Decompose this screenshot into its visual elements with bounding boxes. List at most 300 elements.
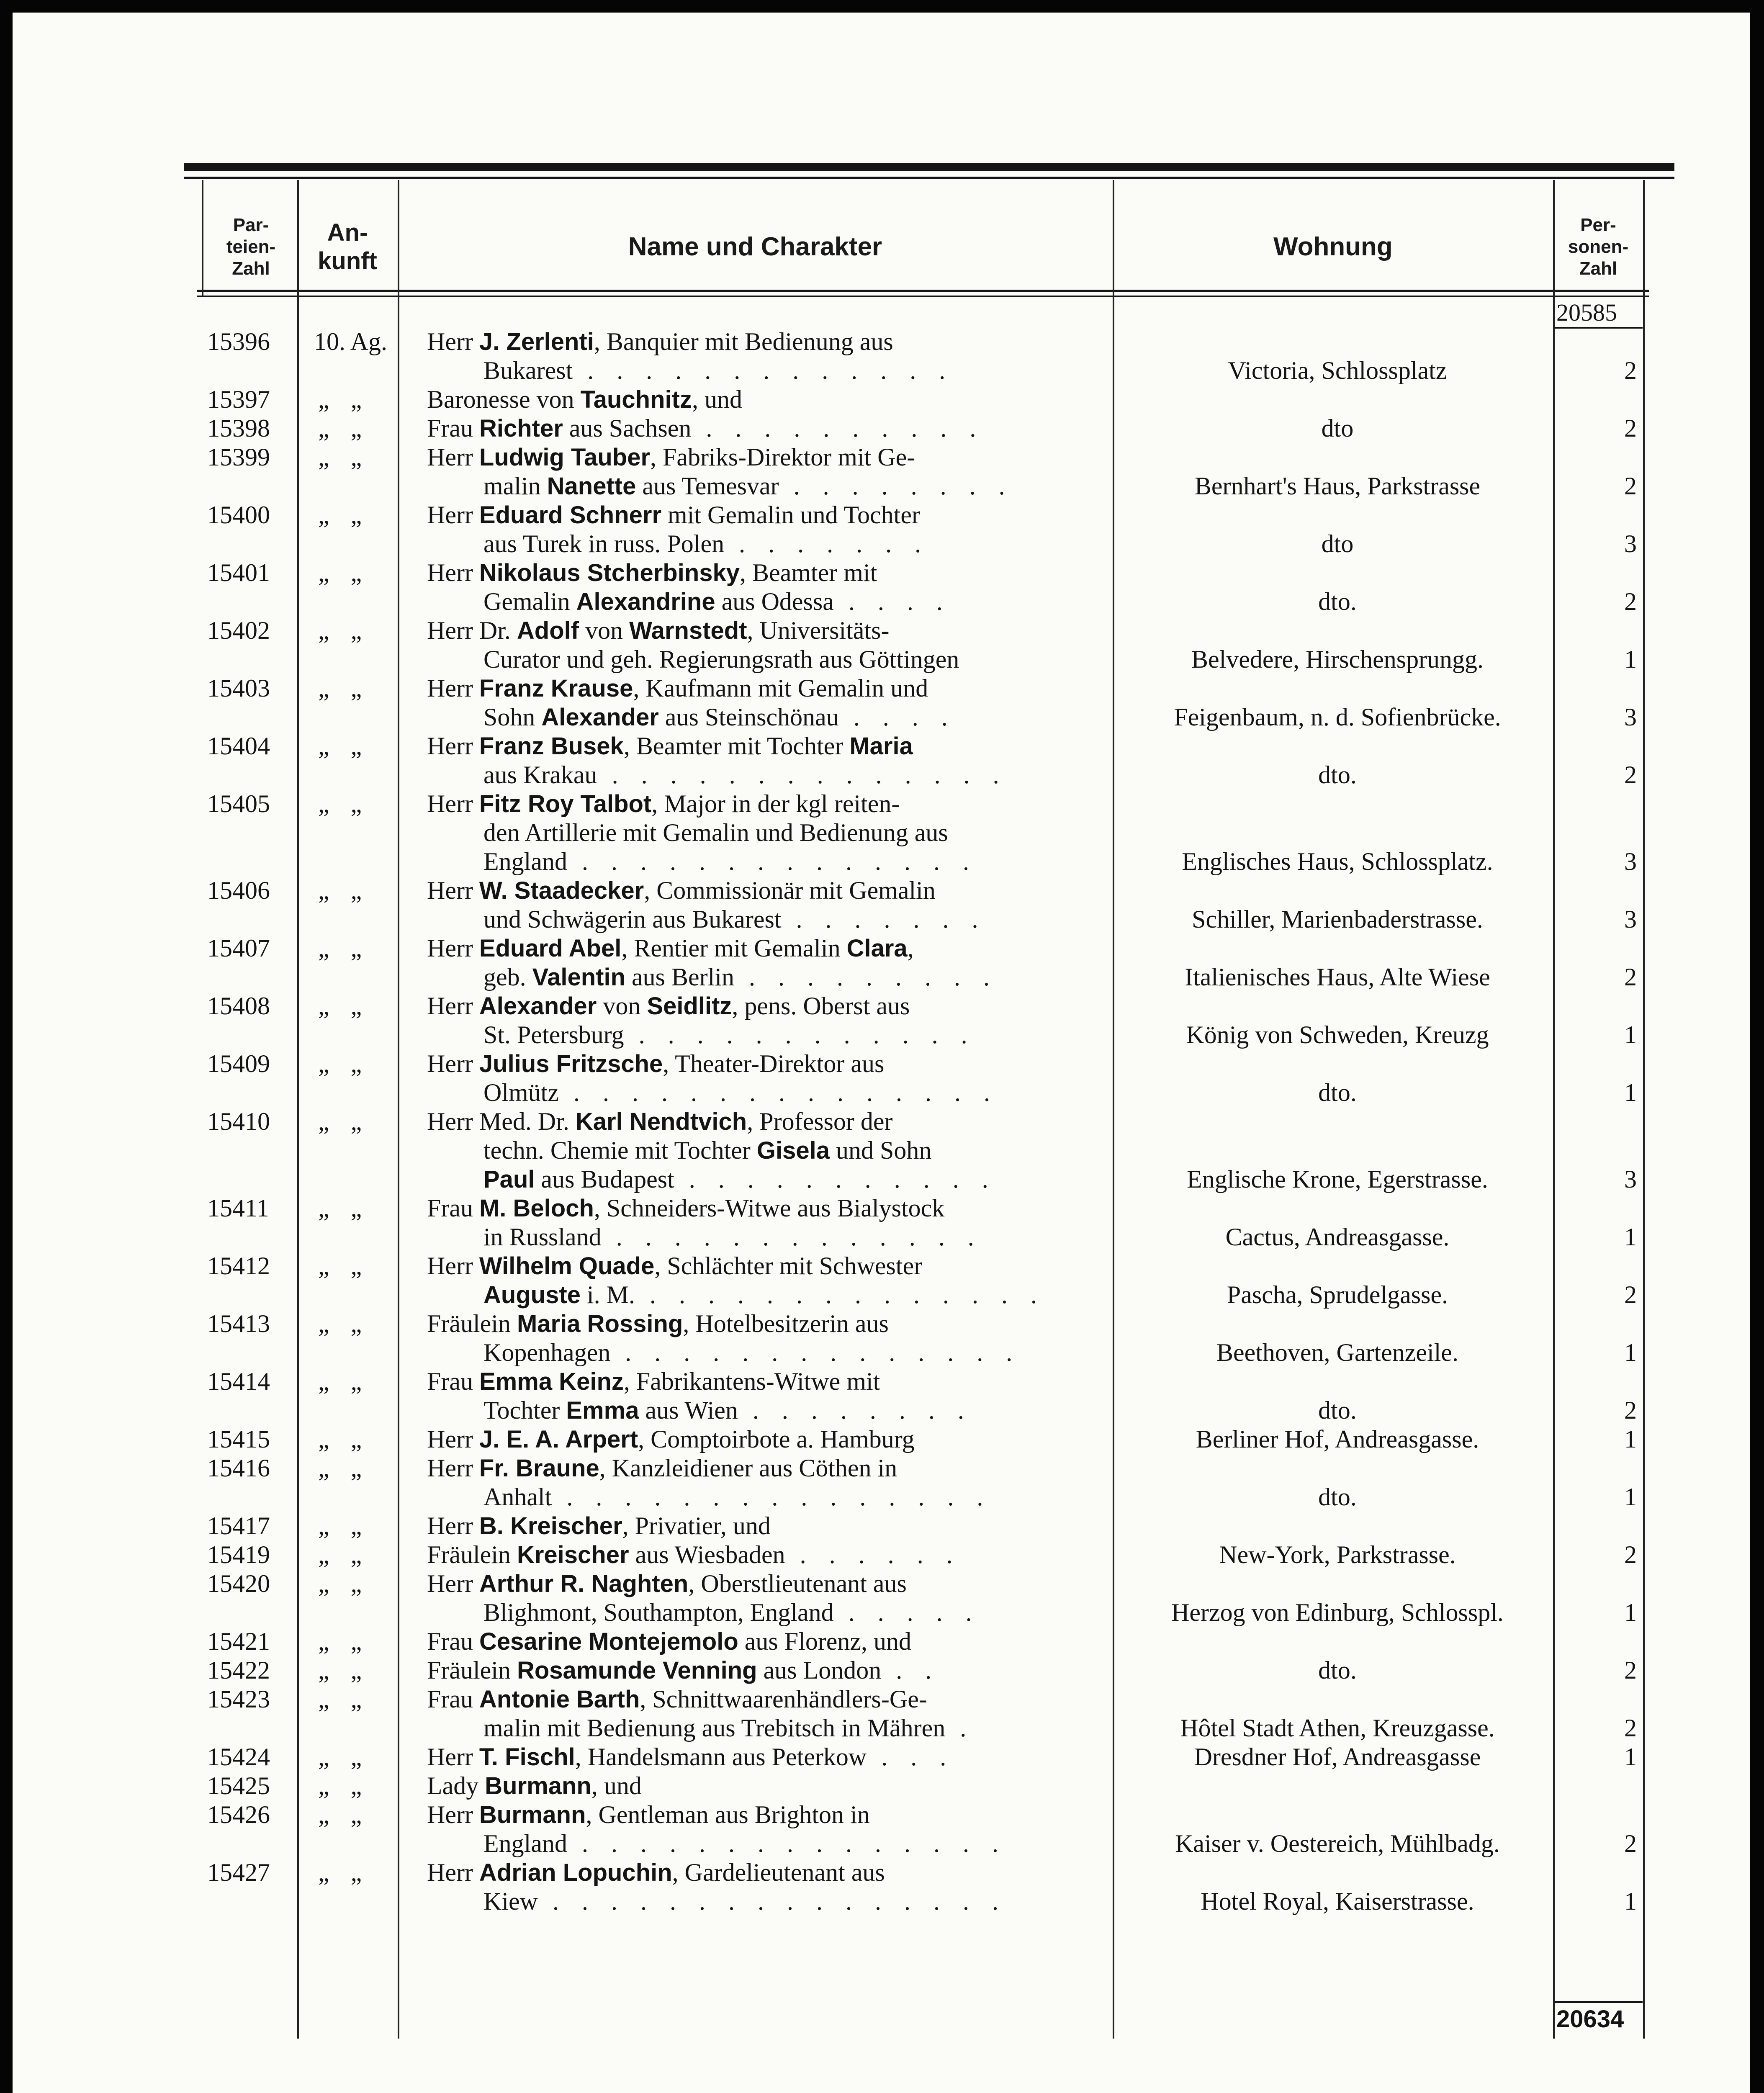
entry-text: von (579, 617, 630, 644)
entry-text: , Gentleman aus Brighton in (586, 1801, 870, 1828)
residence: Cactus, Andreasgasse. (1225, 1223, 1450, 1251)
entry-line (427, 789, 1105, 818)
leader-dots: . . . . . (833, 1599, 980, 1626)
residence: Berliner Hof, Andreasgasse. (1196, 1425, 1479, 1453)
residence: König von Schweden, Kreuzg (1186, 1021, 1489, 1049)
residence: Belvedere, Hirschensprungg. (1191, 645, 1484, 673)
leader-dots: . . . . . . . . . . . . . (573, 357, 954, 384)
arrival-date: „ „ (318, 1743, 370, 1771)
entry-text: Fräulein (427, 1541, 517, 1568)
persons-count: 1 (1624, 1743, 1637, 1771)
entry-line (427, 558, 1105, 587)
guest-name-and-character (427, 1252, 1105, 1309)
persons-count: 2 (1624, 963, 1637, 991)
entry-line (427, 1136, 1105, 1165)
entry-line (427, 1367, 1105, 1396)
entry-line (427, 1627, 1105, 1656)
carry-over-total: 20585 (1556, 299, 1617, 326)
register-entry (13, 732, 1750, 789)
entry-line (427, 1714, 1105, 1743)
leader-dots: . . . . . . . . . (734, 963, 998, 991)
entry-text: , Professor der (747, 1108, 893, 1135)
register-entry (13, 934, 1750, 992)
entry-line (427, 1223, 1105, 1252)
entry-text: Herr (427, 790, 479, 818)
register-entry (13, 558, 1750, 616)
entry-text: Herr (427, 1801, 479, 1828)
entry-text: aus Wiesbaden (629, 1541, 785, 1568)
guest-name-and-character (427, 1540, 1105, 1569)
guest-name-and-character (427, 934, 1105, 992)
party-number: 15409 (207, 1050, 270, 1077)
guest-name-and-character (427, 1569, 1105, 1627)
party-number: 15424 (207, 1743, 270, 1771)
guest-name: T. Fischl (479, 1743, 575, 1771)
guest-name-and-character (427, 674, 1105, 732)
arrival-date: „ „ (318, 1801, 370, 1828)
entry-text: aus Budapest (535, 1165, 674, 1193)
guest-name: Fitz Roy Talbot (479, 790, 652, 818)
leader-dots: . . . . . . . . . . . . . . . (558, 1079, 998, 1106)
entry-line (427, 818, 1105, 847)
register-entry (13, 443, 1750, 501)
persons-count: 2 (1624, 1830, 1637, 1857)
entry-line (427, 992, 1105, 1021)
entry-text: , pens. Oberst aus (732, 992, 910, 1020)
arrival-date: „ „ (318, 1050, 370, 1077)
residence: Hôtel Stadt Athen, Kreuzgasse. (1180, 1714, 1495, 1742)
entry-text: aus Florenz, und (738, 1628, 912, 1655)
entry-text: England (483, 1830, 567, 1857)
entry-line (427, 1858, 1105, 1887)
entry-text: Herr (427, 934, 479, 962)
entry-line (427, 1280, 1105, 1309)
party-number: 15426 (207, 1801, 270, 1828)
entry-text: , Commissionär mit Gemalin (644, 877, 936, 904)
arrival-date: „ „ (318, 992, 370, 1020)
guest-name: Richter (479, 415, 563, 442)
persons-count: 3 (1624, 1165, 1637, 1193)
entry-text: Herr (427, 1425, 479, 1453)
arrival-date: „ „ (318, 732, 370, 760)
residence: dto. (1318, 1396, 1357, 1424)
residence: Kaiser v. Oestereich, Mühlbadg. (1175, 1830, 1500, 1857)
entry-text: Lady (427, 1772, 485, 1800)
entry-text: Herr Med. Dr. (427, 1108, 576, 1135)
entry-text: Frau (427, 1685, 479, 1713)
persons-count: 1 (1624, 645, 1637, 673)
guest-name: Emma (566, 1397, 639, 1424)
leader-dots: . . . . . . . . . . . . . . (597, 761, 1008, 789)
residence: dto. (1318, 1483, 1357, 1511)
persons-count: 1 (1624, 1339, 1637, 1366)
party-number: 15408 (207, 992, 270, 1020)
leader-dots: . . . . . . . . . . . . . . (567, 848, 977, 875)
entry-text: mit Gemalin und Tochter (661, 501, 920, 529)
entry-text: , Privatier, und (622, 1512, 771, 1540)
entry-line (427, 1078, 1105, 1107)
entry-text: , Universitäts- (747, 617, 890, 644)
party-number: 15411 (207, 1194, 269, 1222)
entry-text: Fräulein (427, 1310, 517, 1337)
leader-dots: . (945, 1714, 975, 1742)
register-entry (13, 1858, 1750, 1916)
entry-text: Herr (427, 992, 479, 1020)
entry-text: Herr (427, 1859, 479, 1886)
party-number: 15417 (207, 1512, 270, 1540)
guest-name: Alexander (541, 704, 659, 731)
guest-name: Alexander (479, 993, 597, 1020)
leader-dots: . . . . . . . (724, 530, 930, 558)
party-number: 15416 (207, 1454, 270, 1482)
entry-line (427, 1194, 1105, 1223)
residence: Pascha, Sprudelgasse. (1227, 1281, 1448, 1309)
guest-name: B. Kreischer (479, 1512, 622, 1540)
arrival-date: „ „ (318, 1859, 370, 1886)
guest-name: Adolf (517, 617, 579, 644)
persons-count: 3 (1624, 905, 1637, 933)
entry-line (427, 761, 1105, 789)
entry-text: Herr (427, 1570, 479, 1597)
entry-text: aus Steinschönau (658, 703, 839, 731)
residence: Feigenbaum, n. d. Sofienbrücke. (1174, 703, 1501, 731)
guest-name: Fr. Braune (479, 1455, 599, 1482)
entry-line (427, 963, 1105, 992)
guest-name-and-character (427, 1743, 1105, 1772)
guest-name: Paul (483, 1166, 535, 1193)
entry-text: malin mit Bedienung aus Trebitsch in Mähren (483, 1714, 946, 1742)
guest-name: Warnstedt (629, 617, 747, 644)
party-number: 15415 (207, 1425, 270, 1453)
guest-name-and-character (427, 1454, 1105, 1512)
guest-name: Emma Keinz (479, 1368, 624, 1395)
guest-name: Burmann (479, 1801, 586, 1828)
arrival-date: „ „ (318, 1685, 370, 1713)
entry-text: Kopenhagen (483, 1339, 611, 1366)
entry-text: aus Sachsen (563, 414, 692, 442)
entry-line (427, 1829, 1105, 1858)
entry-text: techn. Chemie mit Tochter (483, 1136, 757, 1164)
arrival-date: „ „ (318, 617, 370, 644)
leader-dots: . . . . (838, 703, 956, 731)
guest-name: Maria (849, 733, 913, 760)
guest-name: Rosamunde Venning (517, 1657, 757, 1684)
residence: Beethoven, Gartenzeile. (1216, 1339, 1459, 1366)
register-entry (13, 1540, 1750, 1569)
guest-name: Adrian Lopuchin (479, 1859, 672, 1886)
entry-text: den Artillerie mit Gemalin und Bedienung aus (483, 819, 948, 846)
entry-line (427, 703, 1105, 732)
party-number: 15407 (207, 934, 270, 962)
entry-line (427, 934, 1105, 963)
guest-name: Maria Rossing (517, 1310, 683, 1337)
entry-text: , Schnittwaarenhändlers-Ge- (640, 1685, 927, 1713)
leader-dots: . . . . . . . . (779, 472, 1013, 500)
entry-line (427, 1338, 1105, 1367)
entry-text: Herr (427, 674, 479, 702)
entry-text: , Fabrikantens-Witwe mit (623, 1368, 880, 1395)
entry-text: Curator und geh. Regierungsrath aus Göttingen (483, 645, 959, 673)
residence: Schiller, Marienbaderstrasse. (1192, 905, 1483, 933)
residence: dto. (1318, 1079, 1357, 1106)
guest-name: Karl Nendtvich (575, 1108, 747, 1135)
entry-text: Anhalt (483, 1483, 552, 1511)
register-entry (13, 1743, 1750, 1772)
entry-text: , Oberstlieutenant aus (688, 1570, 907, 1597)
leader-dots: . . . . . . (785, 1541, 961, 1568)
persons-count: 2 (1624, 357, 1637, 384)
entry-line (427, 732, 1105, 761)
entry-text: , Fabriks-Direktor mit Ge- (650, 443, 915, 471)
entry-line (427, 1512, 1105, 1540)
register-entry (13, 1107, 1750, 1194)
leader-dots: . . . . . . . . (738, 1396, 972, 1424)
party-number: 15410 (207, 1108, 270, 1135)
party-number: 15399 (207, 443, 270, 471)
register-entry (13, 992, 1750, 1049)
residence: Victoria, Schlossplatz (1228, 357, 1447, 384)
guest-name-and-character (427, 789, 1105, 876)
entry-text: Herr (427, 443, 479, 471)
arrival-date: „ „ (318, 1512, 370, 1540)
arrival-date: „ „ (318, 674, 370, 702)
leader-dots: . . . . . . . . . . . . (624, 1021, 976, 1049)
guest-name: Antonie Barth (479, 1686, 640, 1713)
entry-line (427, 1772, 1105, 1800)
residence: Englisches Haus, Schlossplatz. (1182, 848, 1493, 875)
arrival-date: „ „ (318, 443, 370, 471)
guest-name: Burmann (485, 1772, 591, 1800)
register-entry (13, 1512, 1750, 1540)
party-number: 15401 (207, 559, 270, 586)
entry-text: Herr (427, 1512, 479, 1540)
guest-name: Auguste (483, 1281, 581, 1309)
entry-text: aus London (757, 1656, 882, 1684)
register-entry (13, 1425, 1750, 1454)
entry-line (427, 1107, 1105, 1136)
guest-name-and-character (427, 1194, 1105, 1252)
persons-count: 2 (1624, 1714, 1637, 1742)
entry-line (427, 876, 1105, 905)
entry-text: Herr (427, 1454, 479, 1482)
party-number: 15423 (207, 1685, 270, 1713)
entry-line (427, 414, 1105, 443)
leader-dots: . . . . . . . . . . (691, 414, 985, 442)
entry-line (427, 1685, 1105, 1714)
residence: Englische Krone, Egerstrasse. (1187, 1165, 1488, 1193)
entry-text: , und (591, 1772, 642, 1800)
arrival-date: „ „ (318, 1656, 370, 1684)
entry-text: aus Temesvar (636, 472, 779, 500)
entry-line (427, 1049, 1105, 1078)
leader-dots: . . . . . . . . . . . . . . . (552, 1483, 992, 1511)
party-number: 15402 (207, 617, 270, 644)
register-entry (13, 1569, 1750, 1627)
arrival-date: „ „ (318, 934, 370, 962)
register-entry (13, 616, 1750, 674)
leader-dots: . . . . . . . . . . . . . . . . (537, 1887, 1007, 1915)
entry-line (427, 501, 1105, 530)
entry-line (427, 674, 1105, 703)
entry-line (427, 1743, 1105, 1772)
entry-text: Herr (427, 1050, 479, 1077)
entry-text: , Beamter mit (740, 559, 877, 586)
header-arrival: An- kunft (318, 219, 377, 275)
guest-name: Nanette (547, 473, 636, 500)
guest-name: J. Zerlenti (479, 328, 594, 355)
entry-text: Kiew (483, 1887, 538, 1915)
entry-text: i. M. (581, 1281, 635, 1309)
party-number: 15406 (207, 877, 270, 904)
persons-count: 2 (1624, 761, 1637, 789)
guest-name: W. Staadecker (479, 877, 644, 904)
entry-line (427, 385, 1105, 414)
guest-name-and-character (427, 443, 1105, 501)
leader-dots: . . (881, 1656, 940, 1684)
entry-text: Frau (427, 1368, 479, 1395)
guest-name: Nikolaus Stcherbinsky (479, 559, 740, 586)
entry-text: Herr (427, 877, 479, 904)
entry-text: England (483, 848, 567, 875)
guest-name: Wilhelm Quade (479, 1252, 655, 1280)
entry-text: , Rentier mit Gemalin (621, 934, 847, 962)
arrival-date: „ „ (318, 1628, 370, 1655)
entry-text: Frau (427, 1628, 479, 1655)
guest-name-and-character (427, 1800, 1105, 1858)
residence: dto. (1318, 1656, 1357, 1684)
entry-text: , Gardelieutenant aus (672, 1859, 885, 1886)
register-entry (13, 385, 1750, 414)
entry-text: von (597, 992, 647, 1020)
arrival-date: „ „ (318, 790, 370, 818)
entry-line (427, 645, 1105, 674)
residence: Bernhart's Haus, Parkstrasse (1194, 472, 1481, 500)
residence: Italienisches Haus, Alte Wiese (1185, 963, 1490, 991)
entry-text: Gemalin (483, 588, 576, 615)
guest-name: Eduard Abel (479, 935, 622, 962)
guest-name-and-character (427, 876, 1105, 934)
guest-name-and-character (427, 1425, 1105, 1454)
register-entry (13, 674, 1750, 732)
entry-text: in Russland (483, 1223, 602, 1251)
entry-text: , Banquier mit Bedienung aus (594, 328, 893, 355)
entry-text: , Handelsmann aus Peterkow (575, 1743, 867, 1771)
persons-count: 3 (1624, 530, 1637, 558)
guest-name-and-character (427, 1049, 1105, 1107)
entry-text: Sohn (483, 703, 542, 731)
entry-line (427, 587, 1105, 616)
entry-line (427, 356, 1105, 385)
header-party-count: Par- teien- Zahl (226, 215, 276, 279)
entry-text: St. Petersburg (483, 1021, 624, 1049)
persons-count: 1 (1624, 1021, 1637, 1049)
guest-name-and-character (427, 1512, 1105, 1540)
arrival-date: „ „ (318, 414, 370, 442)
entry-text: Herr (427, 328, 479, 355)
entry-text: und Schwägerin aus Bukarest (483, 905, 782, 933)
guest-name-and-character (427, 616, 1105, 674)
persons-count: 2 (1624, 1541, 1637, 1568)
arrival-date: „ „ (318, 1454, 370, 1482)
guest-name-and-character (427, 327, 1105, 385)
entry-text: Herr Dr. (427, 617, 517, 644)
entry-text: , Schlächter mit Schwester (654, 1252, 923, 1280)
leader-dots: . . . . . . . . . . . . . . (610, 1339, 1021, 1366)
entry-text: , Hotelbesitzerin aus (683, 1310, 889, 1337)
entry-text: aus Wien (639, 1396, 738, 1424)
entry-line (427, 1483, 1105, 1512)
persons-count: 1 (1624, 1599, 1637, 1626)
header-name: Name und Charakter (628, 232, 882, 261)
guest-name: Tauchnitz (580, 386, 692, 413)
arrival-date: „ „ (318, 1772, 370, 1800)
arrival-date: „ „ (318, 501, 370, 529)
entry-text: , (907, 934, 914, 962)
party-number: 15398 (207, 414, 270, 442)
residence: dto. (1318, 588, 1357, 615)
guest-name: Arthur R. Naghten (479, 1570, 689, 1597)
party-number: 15427 (207, 1859, 270, 1886)
entry-text: , Theater-Direktor aus (663, 1050, 885, 1077)
arrival-date: „ „ (318, 1368, 370, 1395)
guest-name-and-character (427, 732, 1105, 789)
entry-line (427, 530, 1105, 558)
guest-name: Seidlitz (647, 993, 732, 1020)
leader-dots: . . . . . . . . . . . . . . (635, 1281, 1046, 1309)
entry-line (427, 1021, 1105, 1049)
guest-name: Cesarine Montejemolo (479, 1628, 738, 1655)
guest-name: Ludwig Tauber (479, 444, 651, 471)
guest-name-and-character (427, 1772, 1105, 1800)
entry-line (427, 1569, 1105, 1598)
residence: New-York, Parkstrasse. (1219, 1541, 1456, 1568)
entry-text: , Major in der kgl reiten- (651, 790, 900, 818)
register-entry (13, 501, 1750, 558)
arrival-date: „ „ (318, 1252, 370, 1280)
persons-count: 2 (1624, 472, 1637, 500)
register-entry (13, 789, 1750, 876)
guest-name-and-character (427, 501, 1105, 558)
party-number: 15405 (207, 790, 270, 818)
register-entry (13, 1309, 1750, 1367)
persons-count: 1 (1624, 1425, 1637, 1453)
guest-name-and-character (427, 1627, 1105, 1656)
entry-text: Frau (427, 414, 479, 442)
persons-count: 3 (1624, 703, 1637, 731)
entry-line (427, 1887, 1105, 1916)
party-number: 15404 (207, 732, 270, 760)
guest-name: Clara (846, 935, 908, 962)
entry-text: Herr (427, 1252, 479, 1280)
guest-name: Alexandrine (576, 588, 715, 615)
entry-text: Herr (427, 1743, 479, 1771)
persons-count: 1 (1624, 1483, 1637, 1511)
guest-name-and-character (427, 414, 1105, 443)
leader-dots: . . . . . . . . . . . . . (601, 1223, 982, 1251)
register-entry (13, 1367, 1750, 1425)
entry-text: aus Berlin (625, 963, 734, 991)
header-residence: Wohnung (1273, 232, 1393, 261)
register-entry (13, 1454, 1750, 1512)
party-number: 15422 (207, 1656, 270, 1684)
guest-name: Franz Krause (479, 675, 633, 702)
persons-count: 2 (1624, 588, 1637, 615)
persons-count: 2 (1624, 414, 1637, 442)
final-total: 20634 (1556, 2006, 1624, 2033)
entry-text: aus Odessa (715, 588, 834, 615)
arrival-date: „ „ (318, 559, 370, 586)
guest-name-and-character (427, 385, 1105, 414)
